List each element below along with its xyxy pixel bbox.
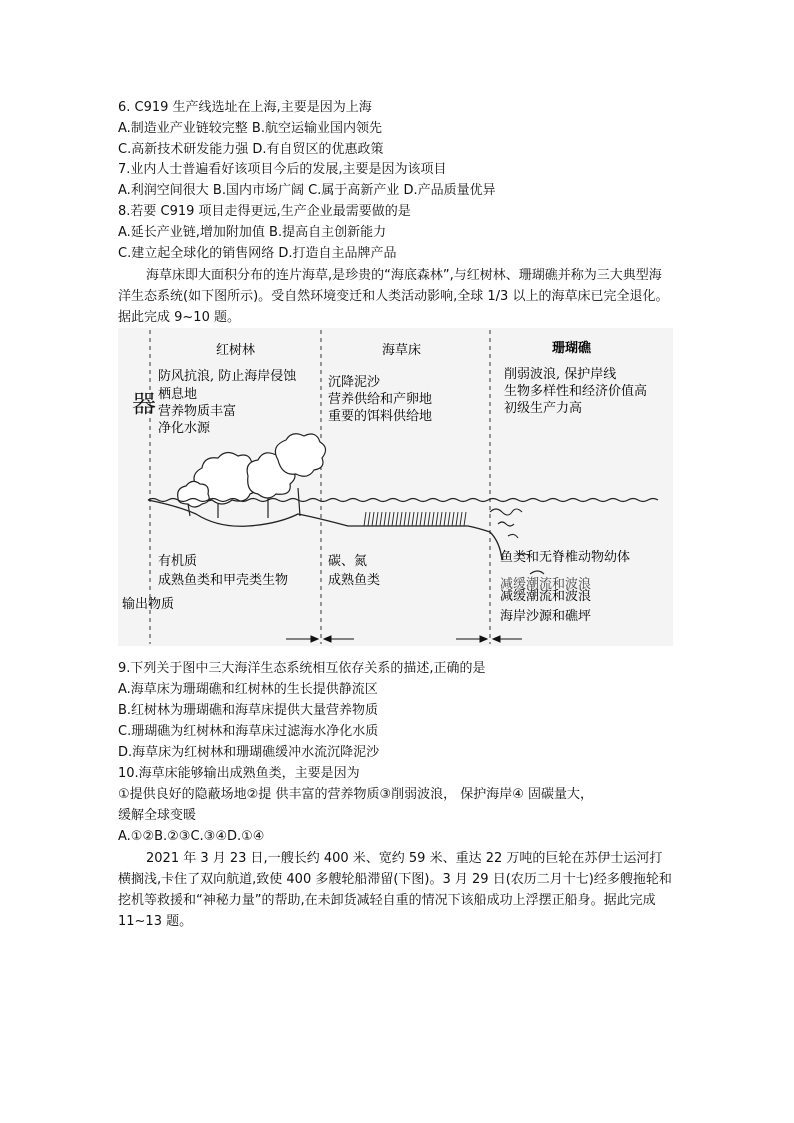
coral-function-1: 削弱波浪, 保护岸线 [504,367,617,382]
q9-option-d: D.海草床为红树林和珊瑚礁缓冲水流沉降泥沙 [118,745,380,760]
q9-option-a: A.海草床为珊瑚礁和红树林的生长提供静流区 [118,682,378,697]
ecosystem-figure [118,328,673,646]
seagrass-function-2: 营养供给和产卵地 [328,392,433,407]
seagrass-function-1: 沉降泥沙 [328,375,381,390]
mangrove-output-2: 成熟鱼类和甲壳类生物 [158,573,289,588]
coral-function-3: 初级生产力高 [504,401,583,416]
seagrass-function-3: 重要的饵料供给地 [328,409,433,424]
mangrove-function-2: 栖息地 [158,387,198,402]
q8-options-cd: C.建立起全球化的销售网络 D.打造自主品牌产品 [118,246,397,261]
coral-output-4: 海岸沙源和礁坪 [500,609,592,624]
suez-intro-paragraph: 2021 年 3 月 23 日,一艘长约 400 米、宽约 59 米、重达 22 万吨的巨轮在苏伊士运河打横搁浅,卡住了双向航道,致使 400 多艘轮船滞留(下图)。3 月 29 日(农历二月十七)经多艘拖轮和挖机等救援和“神秘力量”的帮助,在未卸货减轻自重的情况下该船成功上浮摆正船身。据此完成 11~13 题。 [118,851,672,929]
q9-option-c: C.珊瑚礁为红树林和海草床过滤海水净化水质 [118,724,379,739]
q7-options: A.利润空间很大 B.国内市场广阔 C.属于高新产业 D.产品质量优异 [118,183,496,198]
seagrass-title: 海草床 [382,343,422,358]
coral-output-2: 减缓潮流和波浪 [500,577,592,592]
coral-output-3: 减缓潮流和波浪 [500,589,592,604]
mangrove-title: 红树林 [216,343,256,358]
q8-options-ab: A.延长产业链,增加附加值 B.提高自主创新能力 [118,225,387,240]
mangrove-function-4: 净化水源 [158,421,211,436]
output-label: 输出物质 [122,597,175,612]
q9-option-b: B.红树林为珊瑚礁和海草床提供大量营养物质 [118,703,379,718]
q7-stem: 7.业内人士普遍看好该项目今后的发展,主要是因为该项目 [118,162,447,177]
q6-options-cd: C.高新技术研发能力强 D.有自贸区的优惠政策 [118,142,384,157]
q10-options: A.①②B.②③C.③④D.①④ [118,829,265,844]
left-mark: 器 [132,390,156,418]
coral-output-1: 鱼类和无脊椎动物幼体 [500,550,631,565]
q8-stem: 8.若要 C919 项目走得更远,生产企业最需要做的是 [118,204,411,219]
mangrove-function-3: 营养物质丰富 [158,404,237,419]
mangrove-function-1: 防风抗浪, 防止海岸侵蚀 [158,369,297,384]
seagrass-intro-paragraph: 海草床即大面积分布的连片海草,是珍贵的“海底森林”,与红树林、珊瑚礁并称为三大典型海洋生态系统(如下图所示)。受自然环境变迁和人类活动影响,全球 1/3 以上的海草床已完全退化。据此完成 9~10 题。 [118,268,669,325]
mangrove-output-1: 有机质 [158,554,198,569]
seagrass-output-2: 成熟鱼类 [328,573,381,588]
seagrass-output-1: 碳、氮 [328,554,368,569]
q10-items-cont: 缓解全球变暖 [118,808,197,823]
coral-function-2: 生物多样性和经济价值高 [504,384,648,399]
q6-stem: 6. C919 生产线选址在上海,主要是因为上海 [118,100,372,115]
coral-title: 珊瑚礁 [552,341,592,356]
q6-options-ab: A.制造业产业链较完整 B.航空运输业国内领先 [118,121,382,136]
q9-stem: 9.下列关于图中三大海洋生态系统相互依存关系的描述,正确的是 [118,661,486,676]
q10-stem: 10.海草床能够输出成熟鱼类，主要是因为 [118,766,360,781]
q10-items: ①提供良好的隐蔽场地②提 供丰富的营养物质③削弱波浪， 保护海岸④ 固碳量大， [118,787,594,802]
